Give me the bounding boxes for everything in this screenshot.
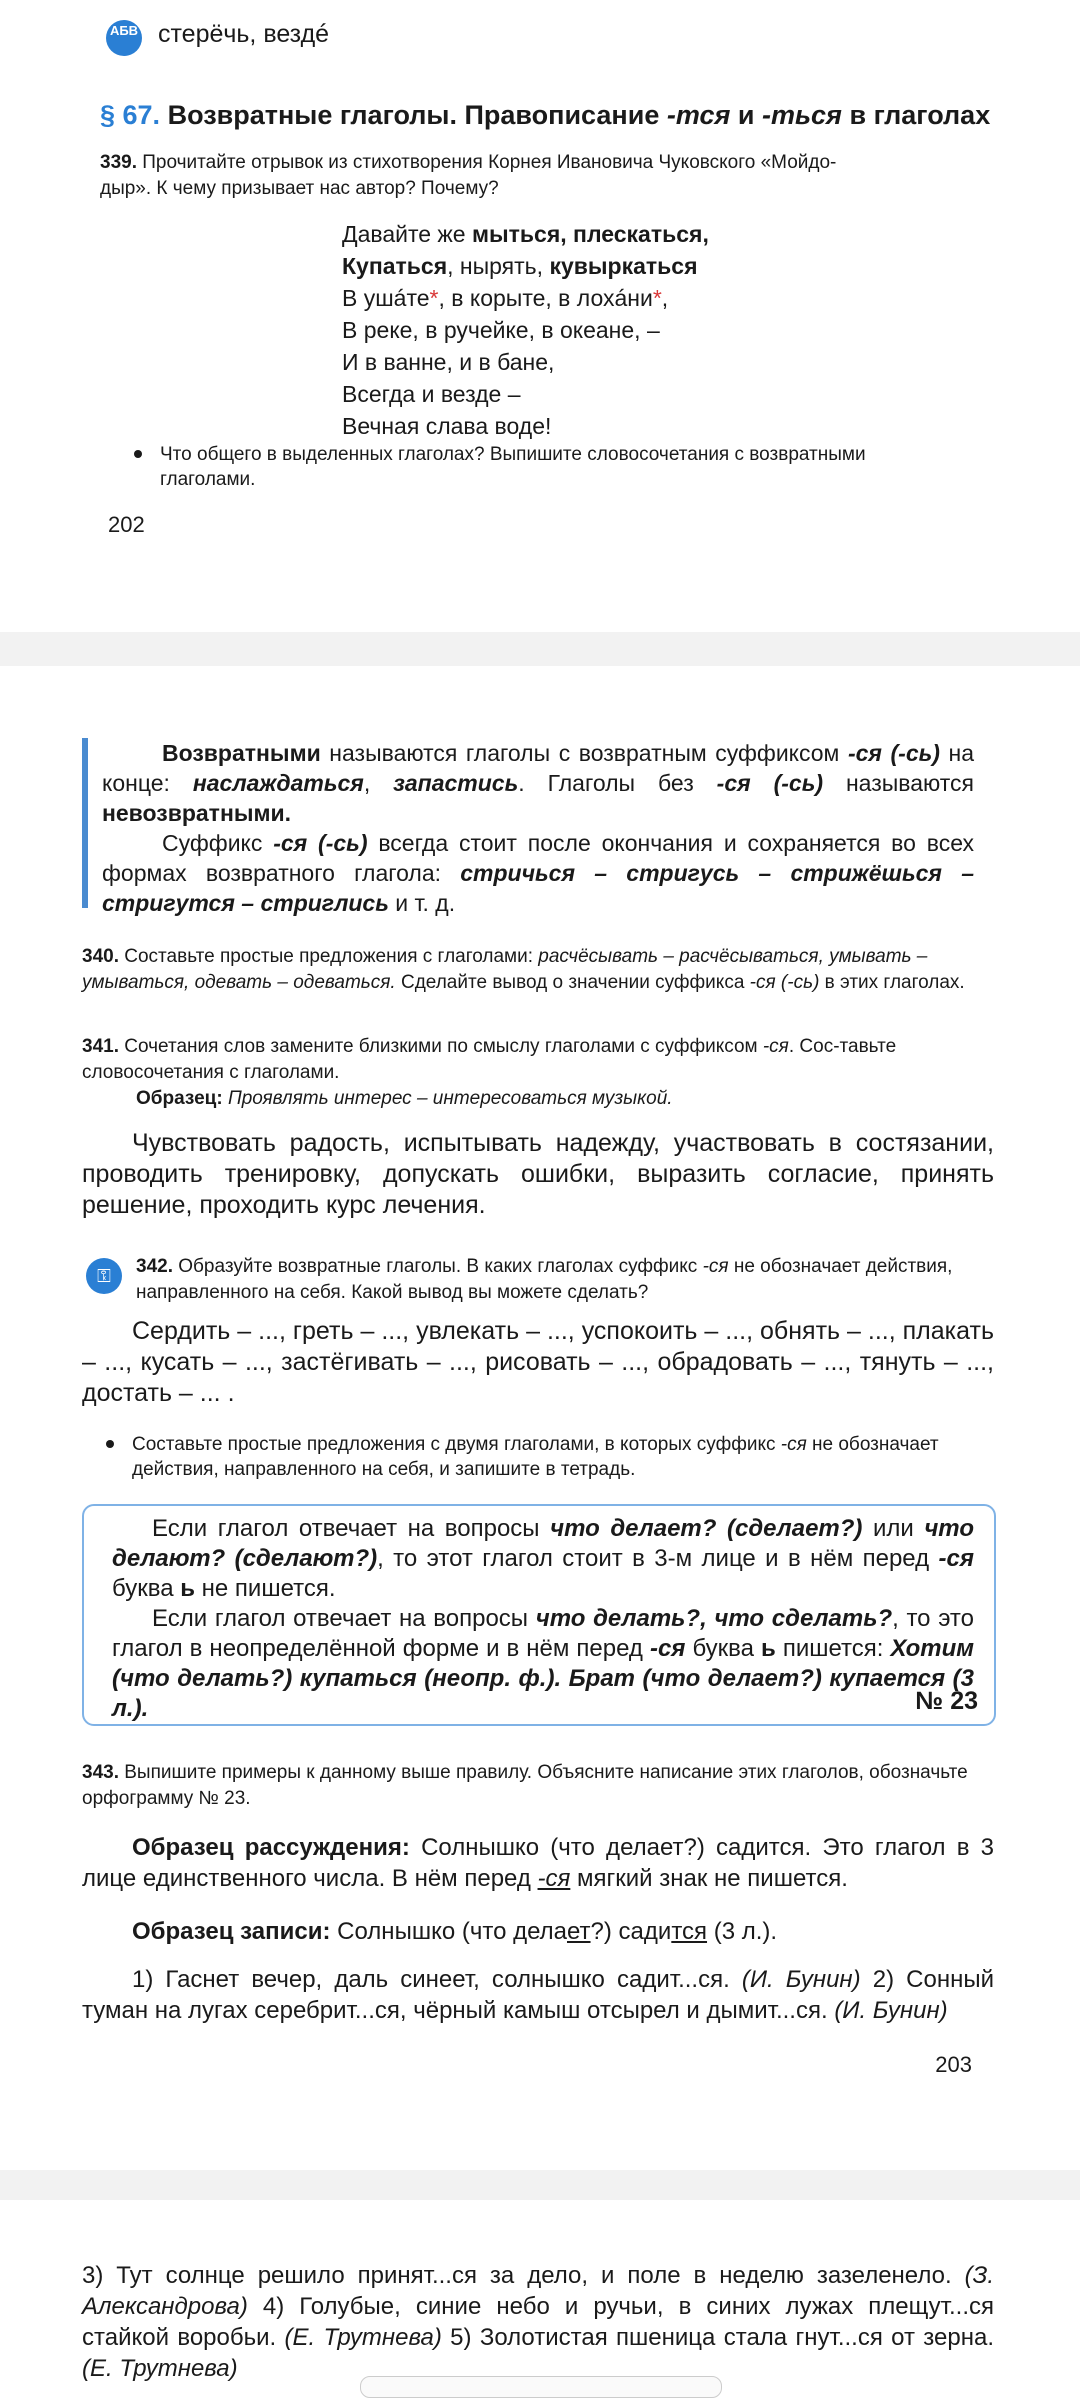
exercise-343-continued: 3) Тут солнце решило принят...ся за дело, и поле в неделю зазеленело. (З. Александрова) 4) Голубые, синие небо и ручьи, в синих лужах плещут...ся стайкой воробьи. (Е. Трутнева) 5) Золотистая пшеница стала гнут...ся от зерна. (Е. Трутнева) [82,2262,995,2382]
task-bullet: Составьте простые предложения с двумя глаголами, в которых суффикс -ся не обозначает действия, направленного на себя, и запишите в тетрадь. [132,1432,994,1482]
poem-line: Вечная слава воде! [342,413,552,439]
section-title-text: Возвратные глаголы. Правописание [160,100,667,130]
record-sample: Образец записи: Солнышко (что делает?) садится (3 л.). [132,1918,778,1945]
rule-paragraph: Возвратными называются глаголы с возвратным суффиксом -ся (-сь) на конце: наслаждаться, запастись. Глаголы без -ся (-сь) называются невозвратными. [102,740,974,826]
section-number: § 67. [100,100,161,130]
section-tsya2: -ться [762,100,842,130]
rule-bar [82,738,88,908]
poem-line: В ушáте*, в корыте, в лохáни*, [342,285,669,311]
poem-line: Всегда и везде – [342,381,521,407]
exercise-text: дыр». К чему призывает нас автор? Почему? [100,178,499,199]
section-tsya: -тся [666,100,731,130]
ortho-paragraph: Если глагол отвечает на вопросы что делать?, что сделать?, то это глагол в неопределённой форме и в нём перед -ся буква ь пишется: Хотим (что делать?) купаться (неопр. ф.). Брат (что делает?) купается (3 л.). [112,1605,974,1722]
page-number: 202 [108,512,145,537]
exercise-number: 339. [100,152,137,173]
rule-block [102,738,974,918]
vocabulary-words: стерёчь, вездé [158,20,330,48]
section-title-end: в глаголах [841,100,991,130]
sample-341: Образец: Проявлять интерес – интересоваться музыкой. [136,1088,673,1109]
exercise-text: Прочитайте отрывок из стихотворения Корнея Ивановича Чуковского «Мойдо- [136,152,837,173]
task-bullet [160,442,994,492]
exercise-number: 340. [82,946,119,967]
orthogram-number: № 23 [915,1687,978,1715]
exercise-339 [100,150,994,202]
exercise-number: 342. [136,1256,173,1277]
task-text: глаголами. [160,469,256,490]
exercise-340: 340. Составьте простые предложения с глаголами: расчёсывать – расчёсываться, умывать – умываться, одевать – одеваться. Сделайте вывод о значении суффикса -ся (-сь) в этих глаголах. [82,946,965,993]
scroll-indicator[interactable] [360,2376,722,2398]
poem-line: И в ванне, и в бане, [342,349,555,375]
exercise-342: 342. Образуйте возвратные глаголы. В каких глаголах суффикс -ся не обозначает действия, направленного на себя. Какой вывод вы можете сделать? [136,1256,953,1303]
poem-line: Давайте же мыться, плескаться, [342,221,709,247]
poem [342,218,709,442]
key-icon: ⚿ [86,1258,122,1294]
exercise-343: 343. Выпишите примеры к данному выше правилу. Объясните написание этих глаголов, обозначьте орфограмму № 23. [82,1762,968,1809]
exercise-number: 341. [82,1036,119,1057]
exercise-341-body: Чувствовать радость, испытывать надежду, участвовать в состязании, проводить тренировку, допускать ошибки, выразить согласие, принять решение, проходить курс лечения. [82,1129,994,1219]
section-and: и [730,100,763,130]
page-202 [0,0,1080,632]
section-title [100,100,990,131]
ortho-paragraph: Если глагол отвечает на вопросы что делает? (сделает?) или что делают? (сделают?), то этот глагол стоит в 3-м лице и в нём перед -ся буква ь не пишется. [112,1515,974,1602]
rule-paragraph: Суффикс -ся (-сь) всегда стоит после окончания и сохраняется во всех формах возвратного глагола: стричься – стригусь – стрижёшься – стригутся – стриглись и т. д. [102,830,974,916]
page-number: 203 [935,2052,972,2077]
page-204 [0,2200,1080,2400]
page-203 [0,666,1080,2170]
orthogram-box [82,1504,996,1726]
reasoning-sample: Образец рассуждения: Солнышко (что делает?) садится. Это глагол в 3 лице единственного числа. В нём перед -ся мягкий знак не пишется. [82,1834,994,1892]
poem-line: Купаться, нырять, кувыркаться [342,253,698,279]
task-text: Что общего в выделенных глаголах? Выпишите словосочетания с возвратными [160,444,866,465]
poem-line: В реке, в ручейке, в океане, – [342,317,660,343]
exercise-number: 343. [82,1762,119,1783]
exercise-342-body: Сердить – ..., греть – ..., увлекать – ..., успокоить – ..., обнять – ..., плакать – ..., кусать – ..., застёгивать – ..., рисовать – ..., обрадовать – ..., тянуть – ..., достать – ... . [82,1317,994,1407]
exercise-341: 341. Сочетания слов замените близкими по смыслу глаголами с суффиксом -ся. Сос-тавьте словосочетания с глаголами. [82,1036,897,1083]
vocabulary-icon: АБВ [106,20,142,56]
exercise-343-examples: 1) Гаснет вечер, даль синеет, солнышко садит...ся. (И. Бунин) 2) Сонный туман на лугах серебрит...ся, чёрный камыш отсырел и дымит...ся. (И. Бунин) [82,1966,994,2024]
